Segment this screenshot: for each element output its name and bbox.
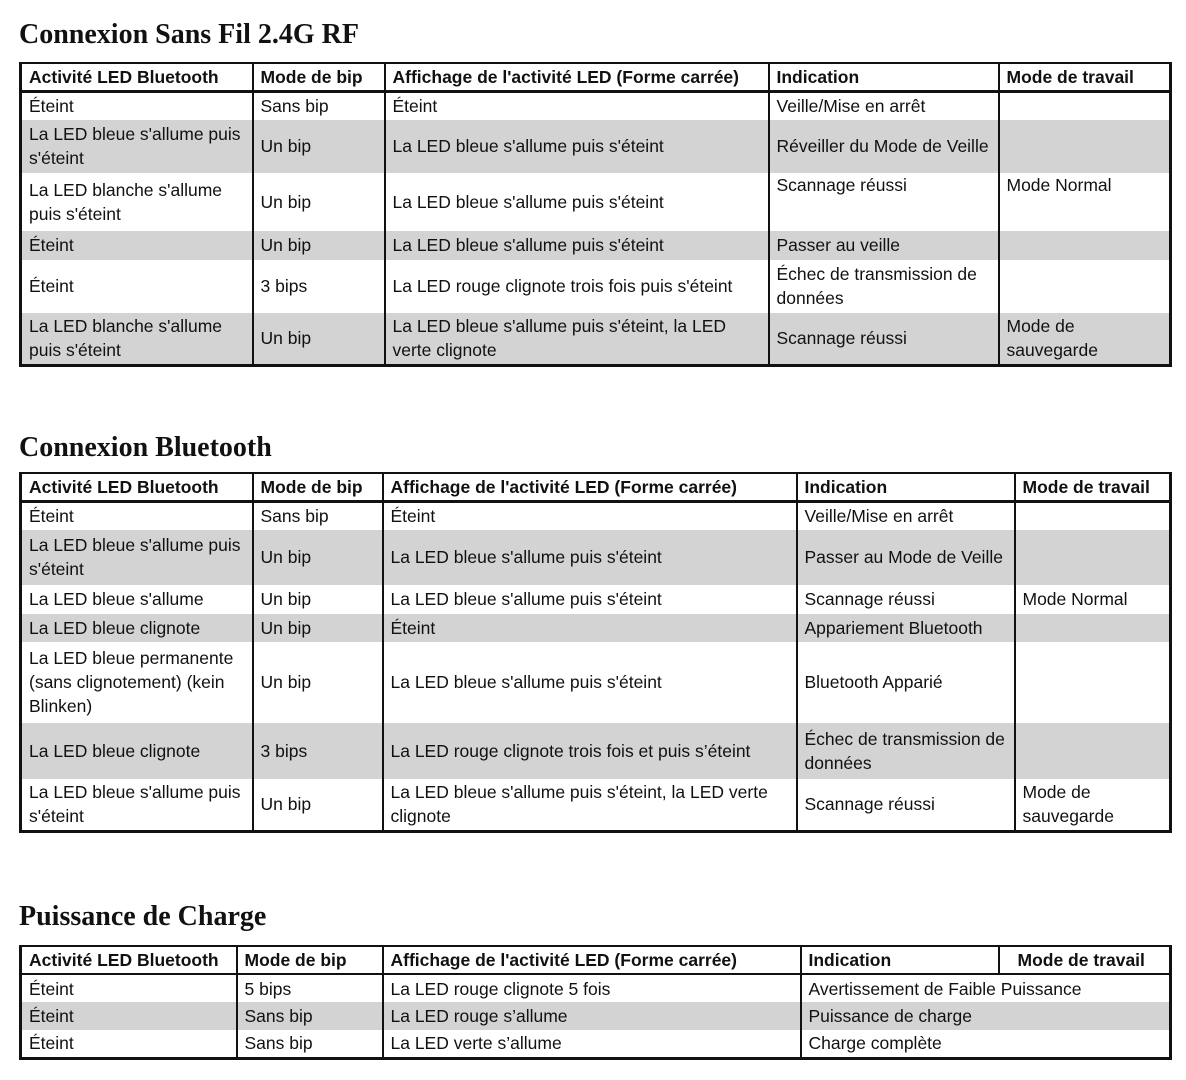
cell: Un bip (253, 642, 383, 723)
cell: Scannage réussi (797, 585, 1015, 614)
cell: Échec de transmission de données (769, 260, 999, 313)
cell: Veille/Mise en arrêt (769, 92, 999, 120)
cell: La LED bleue s'allume puis s'éteint (385, 173, 769, 231)
cell: La LED bleue s'allume puis s'éteint (383, 530, 797, 585)
cell: La LED bleue s'allume puis s'éteint (21, 779, 253, 832)
header-beep-mode: Mode de bip (253, 63, 385, 92)
cell: 3 bips (253, 723, 383, 779)
cell: La LED bleue clignote (21, 723, 253, 779)
section-title-bluetooth: Connexion Bluetooth (19, 432, 272, 463)
table-header-row (21, 946, 1171, 974)
cell: La LED rouge clignote trois fois puis s'éteint (385, 260, 769, 313)
cell: La LED bleue s'allume puis s'éteint (21, 530, 253, 585)
cell (1015, 642, 1171, 723)
cell: Un bip (253, 779, 383, 832)
header-led-activity: Activité LED Bluetooth (21, 946, 237, 974)
cell (999, 92, 1171, 120)
table-row (21, 502, 1171, 530)
cell: Éteint (21, 1030, 237, 1058)
table-row (21, 92, 1171, 120)
cell: Sans bip (253, 502, 383, 530)
charge-table (19, 945, 1172, 1060)
cell: La LED bleue s'allume puis s'éteint, la LED verte clignote (385, 313, 769, 366)
section-title-rf: Connexion Sans Fil 2.4G RF (19, 19, 359, 50)
cell: Éteint (21, 231, 253, 260)
table-row (21, 313, 1171, 366)
table-header-row (21, 63, 1171, 92)
table-row (21, 642, 1171, 723)
header-work-mode: Mode de travail (1015, 473, 1171, 502)
cell: Sans bip (253, 92, 385, 120)
cell: Échec de transmission de données (797, 723, 1015, 779)
header-indication: Indication (801, 946, 999, 974)
cell: Passer au Mode de Veille (797, 530, 1015, 585)
table-row (21, 120, 1171, 173)
cell: La LED rouge clignote 5 fois (383, 974, 801, 1002)
cell: La LED bleue s'allume puis s'éteint (383, 585, 797, 614)
cell: La LED bleue s'allume puis s'éteint (385, 231, 769, 260)
header-led-display: Affichage de l'activité LED (Forme carrée) (385, 63, 769, 92)
table-row (21, 1002, 1171, 1030)
table-row (21, 530, 1171, 585)
header-led-activity: Activité LED Bluetooth (21, 473, 253, 502)
cell: La LED verte s’allume (383, 1030, 801, 1058)
cell: Un bip (253, 231, 385, 260)
table-row (21, 614, 1171, 642)
cell: Mode de sauvegarde (1015, 779, 1171, 832)
cell: Réveiller du Mode de Veille (769, 120, 999, 173)
cell: Mode de sauvegarde (999, 313, 1171, 366)
table-row (21, 779, 1171, 832)
cell: Veille/Mise en arrêt (797, 502, 1015, 530)
cell: La LED blanche s'allume puis s'éteint (21, 173, 253, 231)
header-indication: Indication (769, 63, 999, 92)
table-row (21, 260, 1171, 313)
cell: Avertissement de Faible Puissance (801, 974, 1171, 1002)
cell (999, 120, 1171, 173)
header-indication: Indication (797, 473, 1015, 502)
cell: Un bip (253, 614, 383, 642)
header-beep-mode: Mode de bip (237, 946, 383, 974)
cell: La LED rouge clignote trois fois et puis s’éteint (383, 723, 797, 779)
header-led-activity: Activité LED Bluetooth (21, 63, 253, 92)
cell: La LED bleue s'allume puis s'éteint (21, 120, 253, 173)
cell: Éteint (21, 260, 253, 313)
cell: Éteint (21, 1002, 237, 1030)
table-row (21, 1030, 1171, 1058)
cell: La LED bleue s'allume puis s'éteint, la LED verte clignote (383, 779, 797, 832)
cell: Sans bip (237, 1030, 383, 1058)
cell: Un bip (253, 585, 383, 614)
rf-table (19, 62, 1172, 367)
bluetooth-table (19, 472, 1172, 833)
cell: 3 bips (253, 260, 385, 313)
cell: Bluetooth Apparié (797, 642, 1015, 723)
table-row (21, 173, 1171, 231)
cell: Éteint (21, 502, 253, 530)
table-row (21, 723, 1171, 779)
cell: Mode Normal (1015, 585, 1171, 614)
cell: La LED bleue s'allume puis s'éteint (383, 642, 797, 723)
cell (1015, 614, 1171, 642)
table-header-row (21, 473, 1171, 502)
table-row (21, 974, 1171, 1002)
cell: Sans bip (237, 1002, 383, 1030)
header-led-display: Affichage de l'activité LED (Forme carrée) (383, 946, 801, 974)
cell: Éteint (21, 92, 253, 120)
section-title-charge: Puissance de Charge (19, 901, 267, 932)
header-led-display: Affichage de l'activité LED (Forme carrée) (383, 473, 797, 502)
cell: Appariement Bluetooth (797, 614, 1015, 642)
cell: Éteint (383, 614, 797, 642)
cell: La LED bleue clignote (21, 614, 253, 642)
header-work-mode: Mode de travail (999, 946, 1171, 974)
header-work-mode: Mode de travail (999, 63, 1171, 92)
cell: Un bip (253, 173, 385, 231)
cell: Un bip (253, 530, 383, 585)
cell (999, 260, 1171, 313)
cell (999, 231, 1171, 260)
cell (1015, 502, 1171, 530)
cell (1015, 530, 1171, 585)
cell: Puissance de charge (801, 1002, 1171, 1030)
cell: La LED bleue permanente (sans clignotement) (kein Blinken) (21, 642, 253, 723)
cell: Éteint (21, 974, 237, 1002)
cell: 5 bips (237, 974, 383, 1002)
cell: La LED blanche s'allume puis s'éteint (21, 313, 253, 366)
cell: Charge complète (801, 1030, 1171, 1058)
cell: Un bip (253, 120, 385, 173)
cell: Scannage réussi (797, 779, 1015, 832)
table-row (21, 231, 1171, 260)
header-beep-mode: Mode de bip (253, 473, 383, 502)
cell: Scannage réussi (769, 313, 999, 366)
cell: Éteint (383, 502, 797, 530)
cell: La LED rouge s’allume (383, 1002, 801, 1030)
table-row (21, 585, 1171, 614)
cell: La LED bleue s'allume puis s'éteint (385, 120, 769, 173)
cell: Passer au veille (769, 231, 999, 260)
cell: La LED bleue s'allume (21, 585, 253, 614)
cell: Un bip (253, 313, 385, 366)
cell: Scannage réussi (769, 173, 999, 231)
cell: Éteint (385, 92, 769, 120)
cell: Mode Normal (999, 173, 1171, 231)
cell (1015, 723, 1171, 779)
